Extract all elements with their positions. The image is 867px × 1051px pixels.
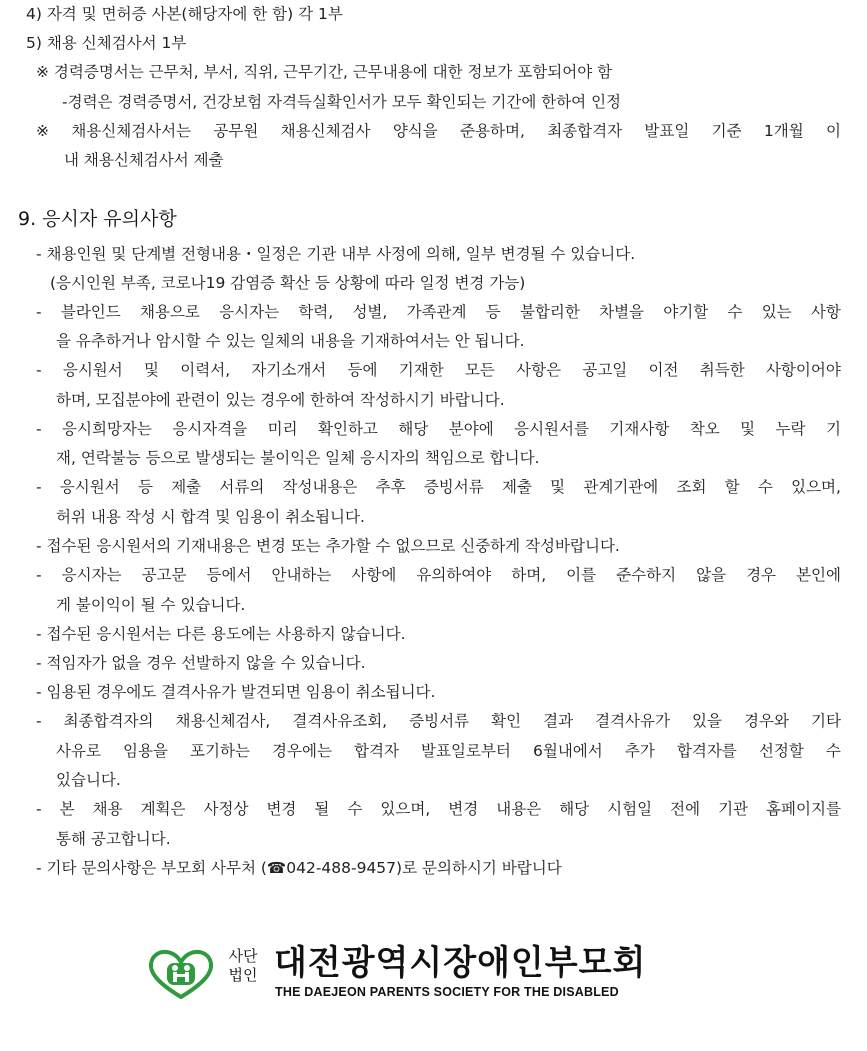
notice-line-17	[36, 711, 841, 731]
word: 제출	[171, 478, 202, 496]
word: 6월내에서	[532, 742, 603, 760]
word: 분야에	[448, 420, 494, 438]
notice-line-11: - 접수된 응시원서의 기재내용은 변경 또는 추가할 수 없으므로 신중하게 작성바랍니다.	[36, 537, 620, 555]
word: 최종합격자	[547, 122, 623, 140]
corporation-label-line1: 사단	[228, 947, 258, 965]
notice-line-16: - 임용된 경우에도 결격사유가 발견되면 임용이 취소됩니다.	[36, 683, 436, 701]
word: 자기소개서	[251, 361, 327, 379]
word: 증빙서류	[423, 478, 484, 496]
word: 관계기관에	[583, 478, 659, 496]
word: 있을	[692, 712, 722, 730]
heart-emblem-icon	[148, 949, 214, 1001]
word: 수	[727, 303, 743, 321]
word: 있으며,	[791, 478, 841, 496]
word: 변경	[448, 800, 479, 818]
word: -	[36, 420, 42, 438]
word: 등	[485, 303, 501, 321]
word: 결과	[543, 712, 574, 730]
notice-line-6: 하며, 모집분야에 관련이 있는 경우에 한하여 작성하시기 바랍니다.	[56, 391, 505, 409]
word: 하며,	[511, 566, 547, 584]
word: 성별,	[352, 303, 388, 321]
word: 응시원서	[59, 478, 120, 496]
corporation-label	[220, 947, 266, 985]
word: -	[36, 303, 42, 321]
notice-line-1: - 채용인원 및 단계별 전형내용・일정은 기관 내부 사정에 의해, 일부 변경될 수 있습니다.	[36, 245, 636, 263]
notice-line-8: 재, 연락불능 등으로 발생되는 불이익은 일체 응시자의 책임으로 합니다.	[56, 449, 540, 467]
health-check-note	[36, 121, 841, 141]
word: 작성내용은	[282, 478, 358, 496]
word: 사유로	[56, 742, 101, 760]
word: 응시원서를	[514, 420, 589, 438]
word: 공고문	[141, 566, 187, 584]
word: 합격자를	[676, 742, 737, 760]
word: 추후	[375, 478, 406, 496]
word: 응시자는	[219, 303, 280, 321]
word: 확인하고	[318, 420, 378, 438]
notice-line-3	[36, 302, 841, 322]
word: -	[36, 478, 42, 496]
word: 공고일	[582, 361, 628, 379]
word: 미리	[267, 420, 298, 438]
word: 경우에는	[272, 742, 332, 760]
word: 제출	[501, 478, 532, 496]
word: ※	[36, 122, 49, 140]
word: 공무원	[213, 122, 259, 140]
word: 불합리한	[519, 303, 580, 321]
word: 유의하여야	[416, 566, 492, 584]
word: 야기할	[663, 303, 709, 321]
organization-name-en: THE DAEJEON PARENTS SOCIETY FOR THE DISABLED	[275, 985, 619, 999]
word: 임용을	[123, 742, 168, 760]
word: 기준	[711, 122, 742, 140]
notice-line-4: 을 유추하거나 암시할 수 있는 일체의 내용을 기재하여서는 안 됩니다.	[56, 332, 525, 350]
word: 가족관계	[406, 303, 467, 321]
organization-logo	[148, 945, 713, 1005]
word: 결격사유가	[595, 712, 670, 730]
word: 사항	[810, 303, 841, 321]
notice-line-15: - 적임자가 없을 경우 선발하지 않을 수 있습니다.	[36, 654, 366, 672]
word: 계획은	[140, 800, 186, 818]
word: 채용신체검사	[280, 122, 371, 140]
word: 응시자는	[61, 566, 122, 584]
word: 수	[825, 742, 841, 760]
word: 경우와	[744, 712, 789, 730]
word: 내용은	[496, 800, 542, 818]
word: 착오	[689, 420, 720, 438]
word: 해당	[398, 420, 429, 438]
word: 누락	[775, 420, 806, 438]
word: 기	[825, 420, 841, 438]
word: 블라인드	[60, 303, 121, 321]
word: 변경	[266, 800, 297, 818]
word: 수	[757, 478, 773, 496]
word: 채용신체검사서는	[71, 122, 192, 140]
word: 및	[144, 361, 160, 379]
word: 양식을	[392, 122, 438, 140]
word: 조회	[676, 478, 707, 496]
word: 전에	[670, 800, 701, 818]
word: 이	[826, 122, 841, 140]
career-note-sub: -경력은 경력증명서, 건강보험 자격득실확인서가 모두 확인되는 기간에 한하여 인정	[62, 93, 622, 111]
notice-line-13: 게 불이익이 될 수 있습니다.	[56, 596, 246, 614]
word: -	[36, 800, 42, 818]
career-note: ※ 경력증명서는 근무처, 부서, 직위, 근무기간, 근무내용에 대한 정보가 포함되어야 함	[36, 63, 613, 81]
word: 사정상	[203, 800, 249, 818]
word: 등	[137, 478, 153, 496]
word: 안내하는	[271, 566, 332, 584]
word: 및	[550, 478, 566, 496]
word: 추가	[624, 742, 655, 760]
word: 홈페이지를	[766, 800, 841, 818]
word: 본	[59, 800, 75, 818]
word: -	[36, 712, 42, 730]
word: 모든	[464, 361, 495, 379]
word: 할	[724, 478, 740, 496]
word: 준수하지	[616, 566, 677, 584]
word: 선정할	[758, 742, 804, 760]
word: 준용하며,	[460, 122, 525, 140]
doc-item-5: 5) 채용 신체검사서 1부	[26, 34, 187, 52]
word: 발표일로부터	[421, 742, 511, 760]
health-check-note-cont: 내 채용신체검사서 제출	[64, 151, 224, 169]
word: 등에서	[206, 566, 252, 584]
word: -	[36, 566, 42, 584]
organization-name-ko: 대전광역시장애인부모회	[274, 943, 647, 983]
notice-line-20	[36, 799, 841, 819]
word: 응시희망자는	[62, 420, 152, 438]
word: 최종합격자의	[63, 712, 154, 730]
notice-line-19: 있습니다.	[56, 771, 121, 789]
word: 본인에	[796, 566, 841, 584]
word: 이전	[648, 361, 679, 379]
word: 확인	[491, 712, 522, 730]
word: 사항에	[351, 566, 397, 584]
notice-line-10: 허위 내용 작성 시 합격 및 임용이 취소됩니다.	[56, 508, 365, 526]
word: 증빙서류	[409, 712, 470, 730]
notice-line-18	[56, 741, 841, 761]
word: 될	[314, 800, 330, 818]
notice-line-2: (응시인원 부족, 코로나19 감염증 확산 등 상황에 따라 일정 변경 가능)	[50, 274, 526, 292]
notice-line-14: - 접수된 응시원서는 다른 용도에는 사용하지 않습니다.	[36, 625, 406, 643]
word: 기타	[811, 712, 841, 730]
word: 1개월	[763, 122, 804, 140]
notice-line-7	[36, 419, 841, 439]
word: 채용신체검사,	[175, 712, 271, 730]
word: 수	[347, 800, 363, 818]
word: 채용	[92, 800, 123, 818]
word: 있는	[761, 303, 792, 321]
notice-line-12	[36, 565, 841, 585]
word: 응시자격을	[172, 420, 248, 438]
word: 합격자	[354, 742, 399, 760]
word: -	[36, 361, 42, 379]
notice-line-21: 통해 공고합니다.	[56, 830, 171, 848]
word: 채용으로	[140, 303, 200, 321]
word: 이를	[566, 566, 597, 584]
word: 기관	[718, 800, 749, 818]
doc-item-4: 4) 자격 및 면허증 사본(해당자에 한 함) 각 1부	[26, 5, 343, 23]
word: 해당	[559, 800, 590, 818]
word: 발표일	[644, 122, 690, 140]
word: 차별을	[599, 303, 645, 321]
word: 않을	[696, 566, 727, 584]
word: 있으며,	[380, 800, 431, 818]
word: 사항이어야	[765, 361, 841, 379]
word: 학력,	[298, 303, 334, 321]
notice-line-5	[36, 360, 841, 380]
word: 등에	[347, 361, 378, 379]
word: 기재한	[398, 361, 444, 379]
word: 기재사항	[609, 420, 670, 438]
section-9-heading: 9. 응시자 유의사항	[18, 208, 177, 230]
notice-line-22: - 기타 문의사항은 부모회 사무처 (☎042-488-9457)로 문의하시기 바랍니다	[36, 859, 562, 877]
word: 사항은	[516, 361, 562, 379]
word: 결격사유조회,	[292, 712, 388, 730]
word: 이력서,	[180, 361, 231, 379]
word: 포기하는	[190, 742, 250, 760]
word: 서류의	[219, 478, 265, 496]
word: 경우	[746, 566, 777, 584]
word: 시험일	[607, 800, 653, 818]
corporation-label-line2: 법인	[228, 966, 258, 984]
word: 및	[740, 420, 756, 438]
word: 취득한	[699, 361, 745, 379]
word: 응시원서	[62, 361, 123, 379]
notice-line-9	[36, 477, 841, 497]
